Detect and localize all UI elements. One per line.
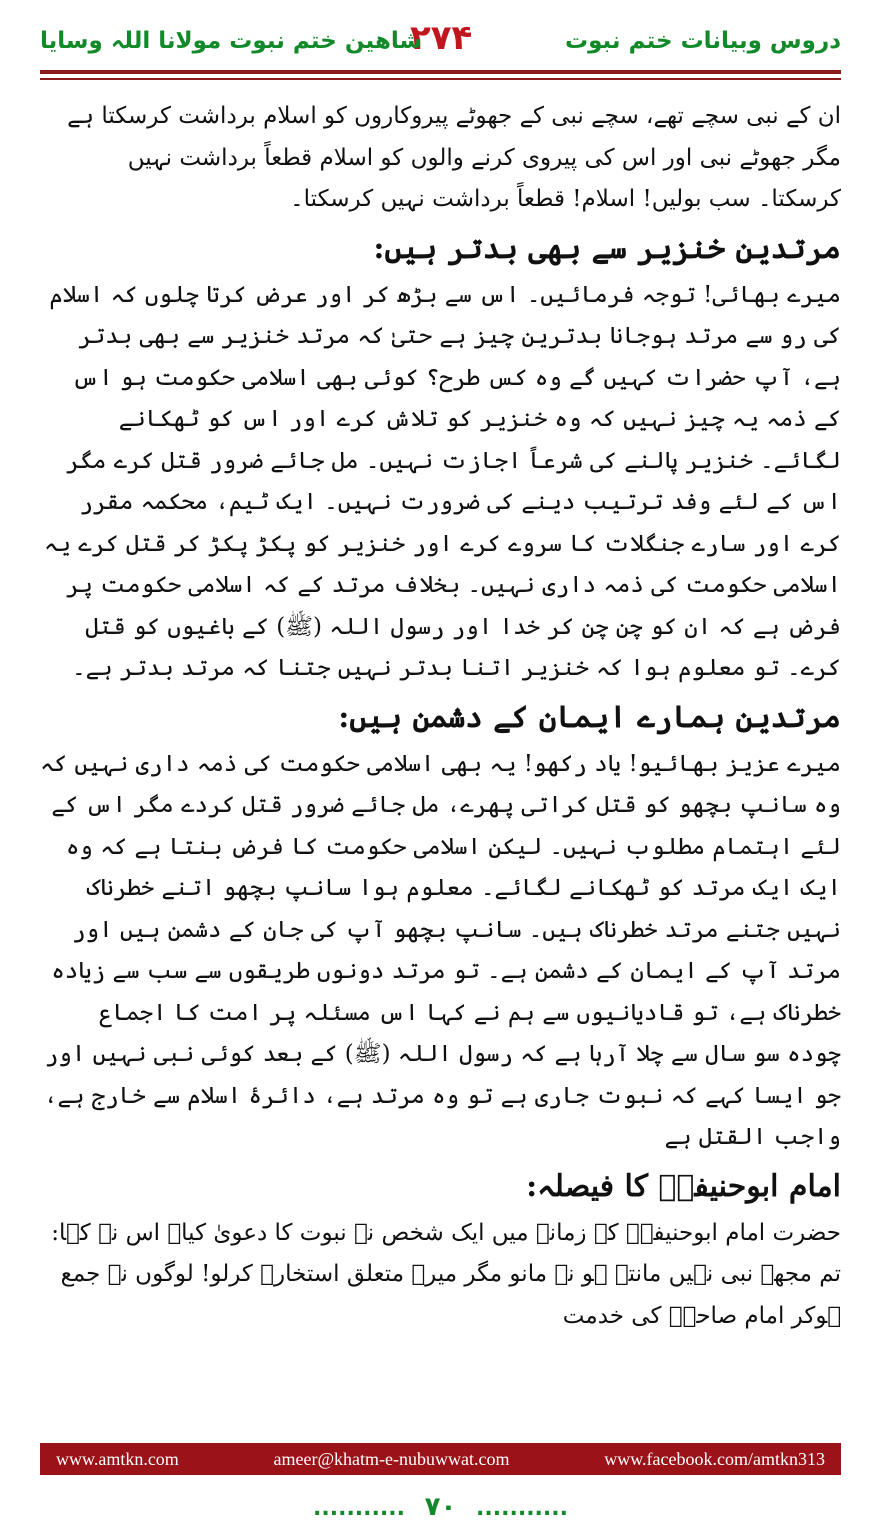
page-body — [40, 96, 841, 1337]
heading-murtad-khinzir: مرتدین خنزیر سے بھی بدتر ہیں: — [373, 230, 841, 266]
series-title: شاهین ختم نبوت مولانا اللہ وسایا — [40, 28, 423, 54]
header-rule-thin — [40, 78, 841, 80]
paragraph-khinzir: میرے بھائی! توجہ فرمائیں۔ اس سے بڑھ کر اور عرض کرتا چلوں کہ اسلام کی رو سے مرتد ہوجانا بدترین چیز ہے حتیٰ کہ مرتد خنزیر سے بھی بدتر ہے، آپ حضرات کہیں گے وہ کس طرح؟ کوئی بھی اسلامی حکومت ہو اس کے ذمہ یہ چیز نہیں کہ وہ خنزیر کو تلاش کرے اور اس کو ٹھکانے لگائے۔ خنزیر پالنے کی شرعاً اجازت نہیں۔ مل جائے ضرور قتل کرے مگر اس کے لئے وفد ترتیب دینے کی ضرورت نہیں۔ ایک ٹیم، محکمہ مقرر کرے اور سارے جنگلات کا سروے کرے اور خنزیر کو پکڑ پکڑ کر قتل کرے یہ اسلامی حکومت کی ذمہ داری نہیں۔ بخلاف مرتد کے کہ اسلامی حکومت پر فرض ہے کہ ان کو چن چن کر خدا اور رسول اللہ (ﷺ) کے باغیوں کو قتل کرے۔ تو معلوم ہوا کہ خنزیر اتنا بدتر نہیں جتنا کہ مرتد بدتر ہے۔ — [44, 281, 841, 681]
book-title: دروس وبیانات ختم نبوت — [565, 28, 841, 54]
footer-page-marker — [0, 1492, 881, 1522]
footer-facebook-link[interactable]: www.facebook.com/amtkn313 — [604, 1448, 825, 1469]
header-page-number: ۲۷۴ — [410, 18, 473, 58]
page-header — [40, 18, 841, 68]
header-rule-thick — [40, 70, 841, 74]
heading-imam-abu-hanifa: امام ابوحنیفہؒ کا فیصلہ: — [526, 1168, 841, 1204]
paragraph-iman: میرے عزیز بھائیو! یاد رکھو! یہ بھی اسلامی حکومت کی ذمہ داری نہیں کہ وہ سانپ بچھو کو قتل کراتی پھرے، مل جائے ضرور قتل کردے مگر اس کے لئے اہتمام مطلوب نہیں۔ لیکن اسلامی حکومت کا فرض بنتا ہے کہ وہ ایک ایک مرتد کو ٹھکانے لگائے۔ معلوم ہوا سانپ بچھو اتنے خطرناک نہیں جتنے مرتد خطرناک ہیں۔ سانپ بچھو آپ کی جان کے دشمن ہیں اور مرتد آپ کے ایمان کے دشمن ہے۔ تو مرتد دونوں طریقوں سے سب سے زیادہ خطرناک ہے، تو قادیانیوں سے ہم نے کہا اس مسئلہ پر امت کا اجماع چودہ سو سال سے چلا آرہا ہے کہ رسول اللہ (ﷺ) کے بعد کوئی نبی نہیں اور جو ایسا کہے کہ نبوت جاری ہے تو وہ مرتد ہے، دائرۂ اسلام سے خارج ہے، واجب القتل ہے — [40, 750, 841, 1150]
footer-website-link[interactable]: www.amtkn.com — [56, 1448, 179, 1469]
footer-page-number: ۷۰ — [424, 1492, 457, 1522]
footer-contact-bar — [40, 1443, 841, 1475]
footer-dots-right: ........... — [476, 1496, 568, 1521]
footer-email-link[interactable]: ameer@khatm-e-nubuwwat.com — [273, 1448, 510, 1469]
footer-dots-left: ........... — [313, 1496, 405, 1521]
heading-iman-dushman: مرتدین ہمارے ایمان کے دشمن ہیں: — [338, 699, 841, 735]
paragraph-intro: ان کے نبی سچے تھے، سچے نبی کے جھوٹے پیروکاروں کو اسلام برداشت کرسکتا ہے مگر جھوٹے نبی اور اس کی پیروی کرنے والوں کو اسلام قطعاً برداشت نہیں کرسکتا۔ سب بولیں! اسلام! قطعاً برداشت نہیں کرسکتا۔ — [67, 103, 841, 212]
paragraph-abu-hanifa: حضرت امام ابوحنیفہؒ کے زمانہ میں ایک شخص نے نبوت کا دعویٰ کیا۔ اس نے کہا: تم مجھے نبی نہیں مانتے ہو نہ مانو مگر میرے متعلق استخارہ کرلو! لوگوں نے جمع ہوکر امام صاحبؒ کی خدمت — [51, 1219, 841, 1329]
